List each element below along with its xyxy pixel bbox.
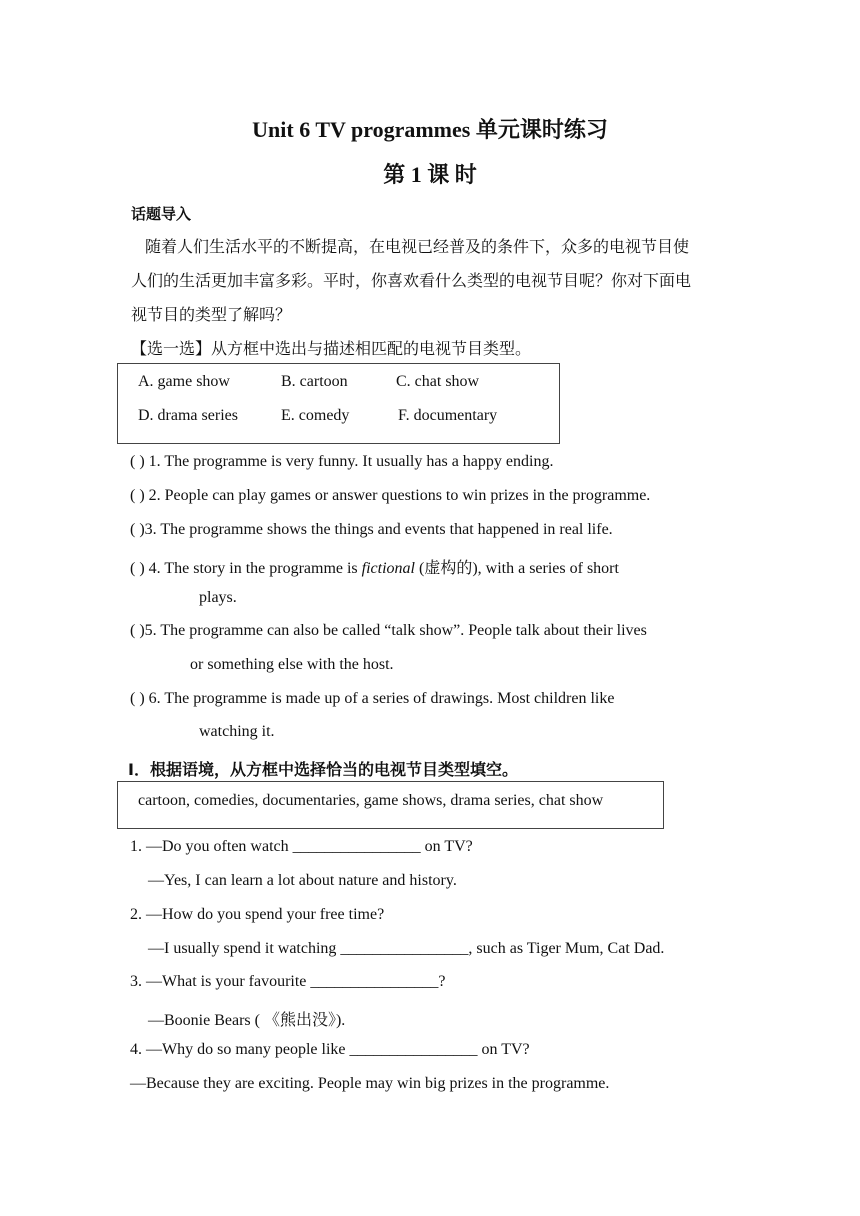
topic-heading: 话题导入 [131,205,192,223]
word-box-text: cartoon, comedies, documentaries, game shows, drama series, chat show [138,792,604,809]
option-f: F. documentary [398,407,498,424]
match-question-4-cont: plays. [199,589,237,606]
match-question-5: ( )5. The programme can also be called “talk show”. People talk about their lives [130,622,647,639]
match-question-2: ( ) 2. People can play games or answer questions to win prizes in the programme. [130,487,651,504]
match-question-6-cont: watching it. [199,723,275,740]
intro-line-3: 视节目的类型了解吗？ [131,305,292,324]
word-box [117,781,664,829]
q4-suffix: (虚构的), with a series of short [414,560,619,577]
fill-answer-1: —Yes, I can learn a lot about nature and history. [148,872,457,889]
fill-question-3: 3. —What is your favourite ________________? [130,973,446,990]
fill-answer-3: —Boonie Bears ( 《熊出没》). [148,1012,346,1029]
intro-line-2: 人们的生活更加丰富多彩。平时，你喜欢看什么类型的电视节目呢？你对下面电 [131,271,692,290]
option-d: D. drama series [138,407,238,424]
option-c: C. chat show [396,373,480,390]
lesson-subtitle: 第 1 课 时 [383,162,477,187]
option-a: A. game show [138,373,230,390]
fill-question-2: 2. —How do you spend your free time? [130,906,385,923]
section-1-heading: Ⅰ．根据语境，从方框中选择恰当的电视节目类型填空。 [128,760,518,779]
fill-question-4: 4. —Why do so many people like ________________ on TV? [130,1041,530,1058]
fill-answer-2: —I usually spend it watching ________________, such as Tiger Mum, Cat Dad. [148,940,665,957]
match-question-6: ( ) 6. The programme is made up of a series of drawings. Most children like [130,690,615,707]
task-instruction: 【选一选】从方框中选出与描述相匹配的电视节目类型。 [131,339,532,358]
q4-prefix: ( ) 4. The story in the programme is [130,560,362,577]
page-title: Unit 6 TV programmes 单元课时练习 [252,117,608,142]
fill-question-1: 1. —Do you often watch ________________ on TV? [130,838,473,855]
intro-line-1: 随着人们生活水平的不断提高，在电视已经普及的条件下，众多的电视节目使 [145,237,690,256]
options-box [117,363,560,444]
fill-answer-4: —Because they are exciting. People may win big prizes in the programme. [130,1075,610,1092]
option-e: E. comedy [281,407,350,424]
match-question-1: ( ) 1. The programme is very funny. It usually has a happy ending. [130,453,554,470]
match-question-3: ( )3. The programme shows the things and events that happened in real life. [130,521,613,538]
match-question-5-cont: or something else with the host. [190,656,394,673]
option-b: B. cartoon [281,373,348,390]
match-question-4 [130,555,619,578]
q4-italic-word: fictional [361,560,415,577]
